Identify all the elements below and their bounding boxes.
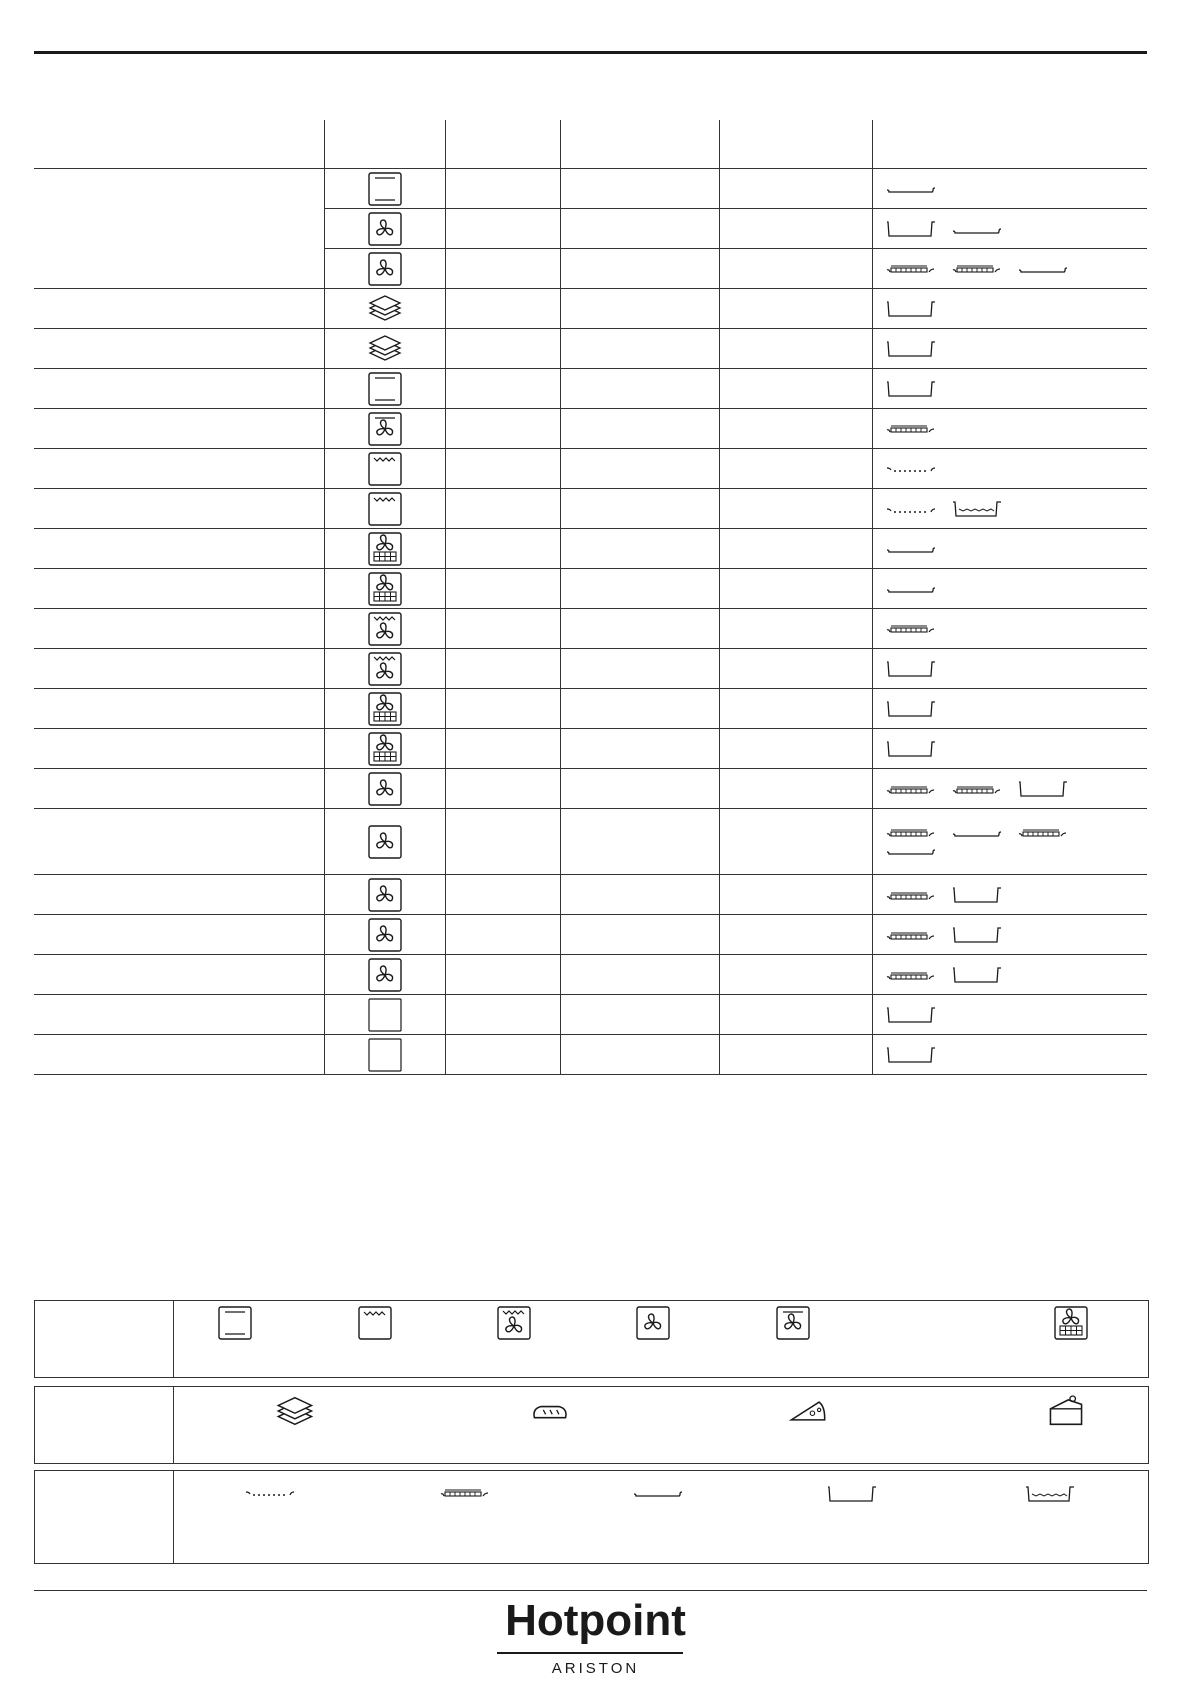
cell-time: [720, 649, 873, 689]
table-row: [34, 729, 1147, 769]
cell-preheat: [446, 169, 561, 209]
cell-accessories: [873, 689, 1148, 729]
legend-functions-label: [35, 1301, 174, 1377]
convection-bake-icon: [368, 212, 402, 246]
convection-bake-icon: [368, 252, 402, 286]
cell-time: [720, 529, 873, 569]
cell-food: [34, 249, 325, 289]
cell-time: [720, 729, 873, 769]
cell-function: [325, 649, 446, 689]
cell-function: [325, 689, 446, 729]
cell-time: [720, 955, 873, 995]
cell-preheat: [446, 689, 561, 729]
cell-food: [34, 449, 325, 489]
cell-function: [325, 875, 446, 915]
cell-function: [325, 995, 446, 1035]
table-row: [34, 289, 1147, 329]
cell-preheat: [446, 329, 561, 369]
cell-food: [34, 209, 325, 249]
deep-tray-icon: [885, 738, 937, 760]
grid-tray-icon: [885, 966, 937, 984]
cell-food: [34, 769, 325, 809]
cell-time: [720, 689, 873, 729]
forced-air-icon: [776, 1306, 810, 1340]
cell-preheat: [446, 609, 561, 649]
deep-tray-icon: [885, 298, 937, 320]
deep-tray-icon: [885, 1044, 937, 1066]
cell-food: [34, 289, 325, 329]
cell-temperature: [561, 689, 720, 729]
cell-function: [325, 369, 446, 409]
bottom-rule: [34, 1590, 1147, 1591]
rack-icon: [632, 1484, 684, 1500]
cell-accessories: [873, 369, 1148, 409]
cell-function: [325, 169, 446, 209]
cell-accessories: [873, 955, 1148, 995]
cell-time: [720, 369, 873, 409]
cell-preheat: [446, 569, 561, 609]
cell-temperature: [561, 995, 720, 1035]
deep-tray-icon: [951, 884, 1003, 906]
cell-temperature: [561, 955, 720, 995]
deep-tray-icon: [951, 924, 1003, 946]
deep-tray-icon: [885, 658, 937, 680]
cell-temperature: [561, 489, 720, 529]
cell-preheat: [446, 369, 561, 409]
multilevel-icon: [276, 1393, 316, 1429]
cell-accessories: [873, 915, 1148, 955]
cell-temperature: [561, 209, 720, 249]
grid-tray-icon: [885, 419, 937, 437]
table-header-row: [34, 120, 1147, 169]
table-row: [34, 689, 1147, 729]
dotted-shelf-icon: [885, 501, 937, 517]
cell-function: [325, 769, 446, 809]
cell-function: [325, 289, 446, 329]
table-row: [34, 955, 1147, 995]
cell-time: [720, 169, 873, 209]
table-row: [34, 449, 1147, 489]
table-row: [34, 249, 1147, 289]
pastry-icon: [368, 572, 402, 606]
cell-accessories: [873, 489, 1148, 529]
cell-food: [34, 995, 325, 1035]
cell-function: [325, 809, 446, 875]
legend-foods: [34, 1386, 1149, 1464]
grid-tray-icon: [885, 886, 937, 904]
cell-preheat: [446, 809, 561, 875]
cell-temperature: [561, 569, 720, 609]
cell-function: [325, 609, 446, 649]
grid-tray-icon: [885, 619, 937, 637]
cell-preheat: [446, 875, 561, 915]
cell-preheat: [446, 649, 561, 689]
cell-food: [34, 569, 325, 609]
legend-accessories-label: [35, 1471, 174, 1563]
cell-function: [325, 955, 446, 995]
brand-divider: [497, 1652, 683, 1654]
cell-temperature: [561, 769, 720, 809]
cell-accessories: [873, 409, 1148, 449]
cell-temperature: [561, 289, 720, 329]
cell-accessories: [873, 875, 1148, 915]
convection-bake-icon: [368, 825, 402, 859]
cell-food: [34, 809, 325, 875]
pastry-icon: [1054, 1306, 1088, 1340]
cell-preheat: [446, 1035, 561, 1075]
cell-accessories: [873, 769, 1148, 809]
cell-function: [325, 209, 446, 249]
cell-function: [325, 489, 446, 529]
forced-air-icon: [368, 412, 402, 446]
grid-tray-icon: [885, 780, 937, 798]
pastry-icon: [368, 692, 402, 726]
table-row: [34, 569, 1147, 609]
cell-food: [34, 409, 325, 449]
table-row: [34, 769, 1147, 809]
deep-tray-icon: [885, 378, 937, 400]
cell-temperature: [561, 729, 720, 769]
cell-temperature: [561, 369, 720, 409]
grid-tray-icon: [439, 1483, 491, 1501]
cell-accessories: [873, 449, 1148, 489]
cell-time: [720, 915, 873, 955]
cell-food: [34, 1035, 325, 1075]
pastry-icon: [368, 732, 402, 766]
cell-function: [325, 729, 446, 769]
cell-preheat: [446, 955, 561, 995]
grid-tray-icon: [951, 780, 1003, 798]
cell-accessories: [873, 729, 1148, 769]
table-row: [34, 1035, 1147, 1075]
convection-bake-icon: [636, 1306, 670, 1340]
cell-accessories: [873, 649, 1148, 689]
grid-tray-icon: [885, 823, 937, 841]
turbo-grill-icon: [368, 612, 402, 646]
dotted-shelf-icon: [885, 460, 937, 476]
cell-temperature: [561, 449, 720, 489]
convection-bake-icon: [368, 958, 402, 992]
deep-tray-icon: [885, 698, 937, 720]
convection-bake-icon: [368, 918, 402, 952]
cell-function: [325, 409, 446, 449]
cell-time: [720, 449, 873, 489]
cell-temperature: [561, 649, 720, 689]
blank-icon: [368, 998, 402, 1032]
cell-temperature: [561, 1035, 720, 1075]
cell-temperature: [561, 249, 720, 289]
convection-bake-icon: [368, 772, 402, 806]
deep-tray-icon: [951, 964, 1003, 986]
table-row: [34, 875, 1147, 915]
table-row: [34, 169, 1147, 209]
grill-icon: [368, 492, 402, 526]
cell-accessories: [873, 529, 1148, 569]
cell-accessories: [873, 329, 1148, 369]
cell-food: [34, 875, 325, 915]
cell-function: [325, 1035, 446, 1075]
grill-icon: [368, 452, 402, 486]
cell-time: [720, 409, 873, 449]
cell-function: [325, 449, 446, 489]
table-row: [34, 995, 1147, 1035]
cell-accessories: [873, 209, 1148, 249]
cell-preheat: [446, 729, 561, 769]
legend-accessories: [34, 1470, 1149, 1564]
cell-temperature: [561, 169, 720, 209]
deep-tray-icon: [826, 1483, 878, 1505]
cell-function: [325, 249, 446, 289]
table-row: [34, 409, 1147, 449]
cell-food: [34, 169, 325, 209]
cell-function: [325, 529, 446, 569]
blank-icon: [368, 1038, 402, 1072]
cell-preheat: [446, 209, 561, 249]
cell-preheat: [446, 449, 561, 489]
grill-icon: [358, 1306, 392, 1340]
cell-food: [34, 329, 325, 369]
cell-food: [34, 609, 325, 649]
cell-temperature: [561, 875, 720, 915]
cell-preheat: [446, 529, 561, 569]
rack-icon: [885, 842, 937, 858]
cell-food: [34, 689, 325, 729]
rack-icon: [885, 540, 937, 556]
multilevel-icon: [368, 292, 402, 326]
rack-icon: [951, 221, 1003, 237]
table-row: [34, 809, 1147, 875]
table-row: [34, 915, 1147, 955]
cell-preheat: [446, 915, 561, 955]
pastry-icon: [368, 532, 402, 566]
table-row: [34, 489, 1147, 529]
cell-accessories: [873, 609, 1148, 649]
cell-food: [34, 915, 325, 955]
cell-time: [720, 1035, 873, 1075]
cell-accessories: [873, 249, 1148, 289]
cell-food: [34, 649, 325, 689]
dotted-shelf-icon: [244, 1484, 296, 1500]
pizza-icon: [788, 1393, 828, 1429]
cake-icon: [1046, 1393, 1086, 1429]
cell-function: [325, 915, 446, 955]
deep-tray-icon: [1017, 778, 1069, 800]
cell-time: [720, 569, 873, 609]
cell-accessories: [873, 809, 1148, 875]
cell-temperature: [561, 809, 720, 875]
cell-food: [34, 729, 325, 769]
deep-tray-icon: [885, 338, 937, 360]
drip-tray-icon: [951, 498, 1003, 520]
rack-icon: [885, 580, 937, 596]
cell-preheat: [446, 769, 561, 809]
top-rule: [34, 51, 1147, 54]
cell-time: [720, 995, 873, 1035]
rack-icon: [885, 180, 937, 196]
cell-accessories: [873, 289, 1148, 329]
table-row: [34, 209, 1147, 249]
deep-tray-icon: [885, 1004, 937, 1026]
cell-accessories: [873, 169, 1148, 209]
cell-preheat: [446, 289, 561, 329]
multilevel-icon: [368, 332, 402, 366]
cell-time: [720, 769, 873, 809]
cell-temperature: [561, 329, 720, 369]
drip-tray-icon: [1024, 1483, 1076, 1505]
cell-time: [720, 809, 873, 875]
cell-function: [325, 329, 446, 369]
cell-time: [720, 209, 873, 249]
conventional-icon: [368, 372, 402, 406]
brand-logo: Hotpoint: [505, 1596, 686, 1645]
grid-tray-icon: [885, 926, 937, 944]
cell-time: [720, 489, 873, 529]
cell-temperature: [561, 609, 720, 649]
table-row: [34, 649, 1147, 689]
table-row: [34, 329, 1147, 369]
legend-functions: [34, 1300, 1149, 1378]
turbo-grill-icon: [497, 1306, 531, 1340]
cell-temperature: [561, 529, 720, 569]
cell-food: [34, 369, 325, 409]
cell-preheat: [446, 249, 561, 289]
cell-time: [720, 289, 873, 329]
cell-food: [34, 529, 325, 569]
grid-tray-icon: [951, 259, 1003, 277]
cell-preheat: [446, 995, 561, 1035]
cooking-table: [34, 120, 1147, 1075]
grid-tray-icon: [1017, 823, 1069, 841]
cell-time: [720, 609, 873, 649]
grid-tray-icon: [885, 259, 937, 277]
conventional-icon: [218, 1306, 252, 1340]
cell-accessories: [873, 995, 1148, 1035]
table-row: [34, 609, 1147, 649]
cell-food: [34, 955, 325, 995]
table-row: [34, 369, 1147, 409]
cell-function: [325, 569, 446, 609]
deep-tray-icon: [885, 218, 937, 240]
conventional-icon: [368, 172, 402, 206]
cell-accessories: [873, 569, 1148, 609]
cell-temperature: [561, 915, 720, 955]
convection-bake-icon: [368, 878, 402, 912]
brand-sub-logo: ARISTON: [551, 1660, 640, 1677]
cell-preheat: [446, 489, 561, 529]
bread-icon: [530, 1393, 570, 1429]
legend-foods-label: [35, 1387, 174, 1463]
cell-time: [720, 875, 873, 915]
cell-preheat: [446, 409, 561, 449]
cell-temperature: [561, 409, 720, 449]
cell-time: [720, 249, 873, 289]
turbo-grill-icon: [368, 652, 402, 686]
rack-icon: [1017, 260, 1069, 276]
rack-icon: [951, 824, 1003, 840]
cell-time: [720, 329, 873, 369]
table-row: [34, 529, 1147, 569]
cell-accessories: [873, 1035, 1148, 1075]
cell-food: [34, 489, 325, 529]
